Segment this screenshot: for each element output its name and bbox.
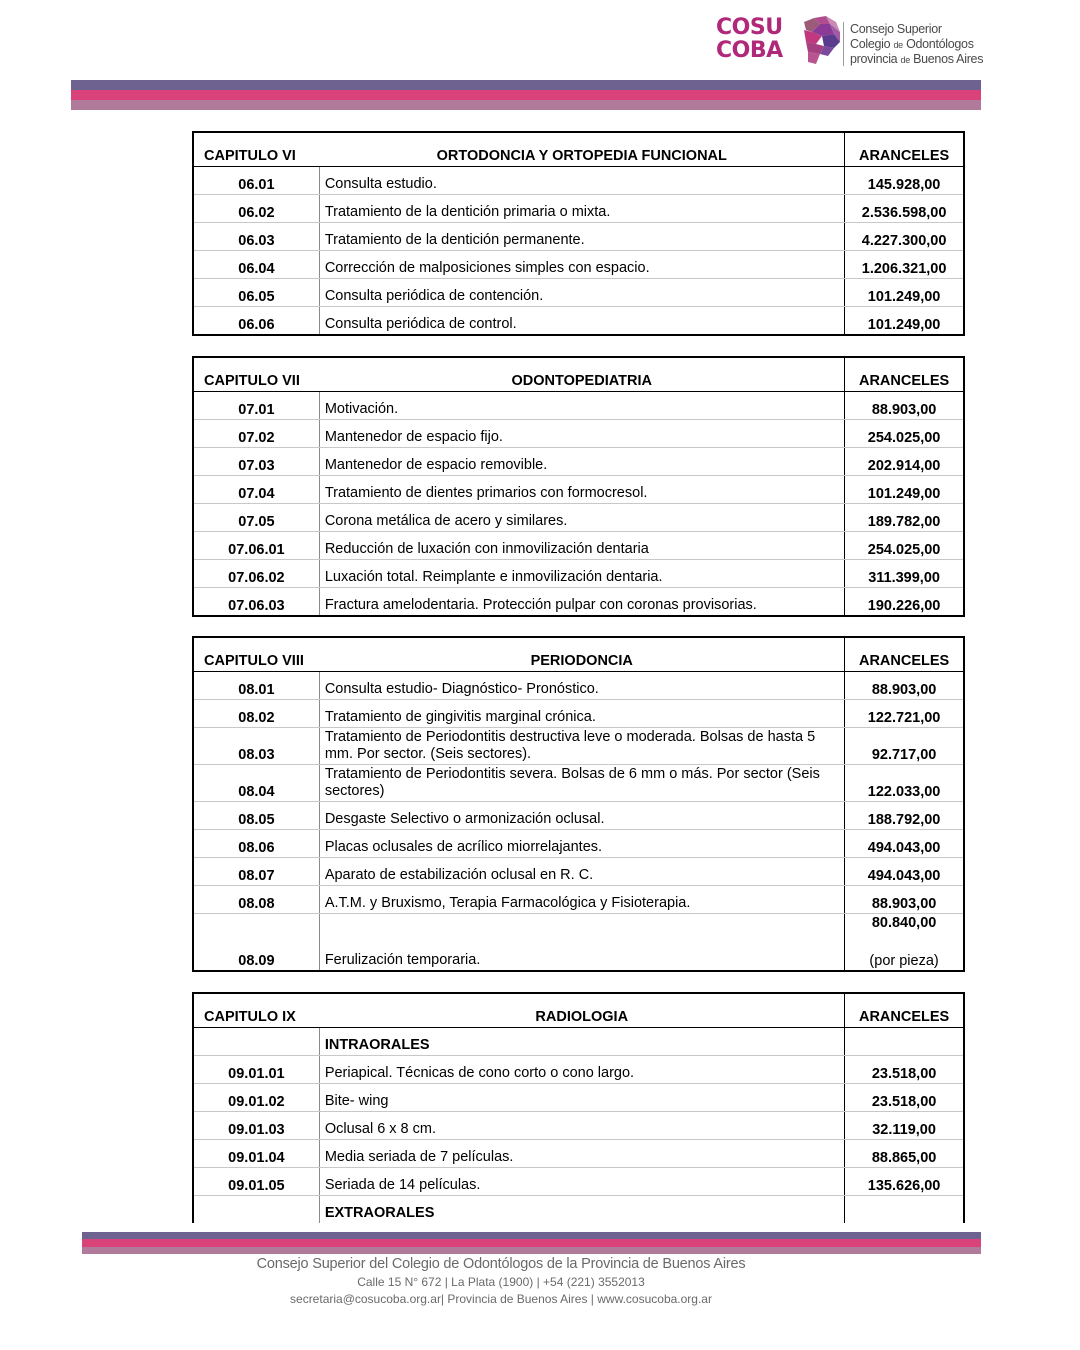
- footer-org-name: Consejo Superior del Colegio de Odontólogos de la Provincia de Buenos Aires: [256, 1256, 746, 1272]
- item-description: Tratamiento de Periodontitis severa. Bolsas de 6 mm o más. Por sector (Seis sectores): [319, 765, 844, 802]
- section-heading: EXTRAORALES: [324, 1205, 435, 1221]
- logo-divider: [843, 22, 844, 66]
- item-code: 09.01.01: [193, 1056, 319, 1084]
- item-price: 88.903,00: [845, 672, 964, 700]
- item-description: Periapical. Técnicas de cono corto o cono largo.: [319, 1056, 844, 1084]
- item-description: Motivación.: [319, 392, 844, 420]
- table-header-row: [193, 637, 964, 672]
- item-code: 09.01.02: [193, 1084, 319, 1112]
- item-description: Tratamiento de la dentición permanente.: [319, 223, 844, 251]
- section-row: [193, 1196, 964, 1224]
- item-price: 101.249,00: [845, 307, 964, 336]
- item-price: 101.249,00: [845, 279, 964, 307]
- item-description: Mantenedor de espacio removible.: [319, 448, 844, 476]
- chapter-viii-table: [192, 636, 965, 972]
- item-price: 4.227.300,00: [845, 223, 964, 251]
- item-code: 08.07: [193, 858, 319, 886]
- item-code: 07.03: [193, 448, 319, 476]
- table-row: [193, 560, 964, 588]
- price-column-header: ARANCELES: [845, 637, 964, 672]
- logo-word-line2: COBA: [716, 38, 783, 63]
- price-column-header: ARANCELES: [845, 357, 964, 392]
- item-price-cell: [845, 914, 964, 972]
- item-price: 145.928,00: [845, 167, 964, 195]
- stripe-pink: [71, 90, 981, 100]
- chapter-title: ODONTOPEDIATRIA: [319, 357, 844, 392]
- price-column-header: ARANCELES: [845, 993, 964, 1028]
- section-heading: INTRAORALES: [319, 1028, 844, 1056]
- footer-contact: secretaria@cosucoba.org.ar| Provincia de Buenos Aires | www.cosucoba.org.ar: [290, 1292, 712, 1306]
- item-price: 88.903,00: [845, 392, 964, 420]
- item-description: Bite- wing: [319, 1084, 844, 1112]
- item-price: 494.043,00: [845, 830, 964, 858]
- footer-address: Calle 15 N° 672 | La Plata (1900) | +54 (221) 3552013: [357, 1275, 645, 1289]
- item-code: 08.02: [193, 700, 319, 728]
- item-code: 06.02: [193, 195, 319, 223]
- item-price: 80.840,00: [871, 915, 937, 931]
- item-description: Aparato de estabilización oclusal en R. C.: [319, 858, 844, 886]
- stripe-purple: [82, 1232, 981, 1239]
- chapter-label: CAPITULO IX: [193, 993, 319, 1028]
- item-price: 189.782,00: [845, 504, 964, 532]
- item-code: 06.01: [193, 167, 319, 195]
- item-price: 311.399,00: [845, 560, 964, 588]
- header-color-stripes: [71, 80, 981, 110]
- chapter-label: CAPITULO VI: [193, 132, 319, 167]
- item-price: 23.518,00: [845, 1084, 964, 1112]
- item-description: Fractura amelodentaria. Protección pulpar con coronas provisorias.: [324, 597, 757, 613]
- item-price: 1.206.321,00: [845, 251, 964, 279]
- item-price: 2.536.598,00: [845, 195, 964, 223]
- table-row: [193, 886, 964, 914]
- logo-wordmark: [716, 16, 783, 62]
- item-price: 190.226,00: [845, 588, 964, 617]
- item-price: 122.721,00: [845, 700, 964, 728]
- table-row: [193, 476, 964, 504]
- table-row: [193, 195, 964, 223]
- table-row: [193, 1168, 964, 1196]
- item-description: Mantenedor de espacio fijo.: [319, 420, 844, 448]
- logo-word-line1: COSU: [716, 15, 783, 40]
- item-description: Tratamiento de dientes primarios con formocresol.: [319, 476, 844, 504]
- chapter-title: PERIODONCIA: [319, 637, 844, 672]
- item-description: Reducción de luxación con inmovilización dentaria: [319, 532, 844, 560]
- table-header-row: [193, 357, 964, 392]
- item-code: [193, 1196, 319, 1224]
- logo-text-line1: Consejo Superior: [850, 22, 942, 36]
- table-row: [193, 588, 964, 617]
- item-code: 06.06: [193, 307, 319, 336]
- item-price-note: (por pieza): [869, 953, 939, 969]
- item-code: [193, 1028, 319, 1056]
- page-footer: [0, 1254, 1002, 1306]
- chapter-title: ORTODONCIA Y ORTOPEDIA FUNCIONAL: [319, 132, 844, 167]
- item-code: 08.04: [193, 765, 319, 802]
- item-code: 09.01.03: [193, 1112, 319, 1140]
- item-description: Consulta periódica de control.: [324, 316, 517, 332]
- item-price: 122.033,00: [845, 765, 964, 802]
- table-row: [193, 830, 964, 858]
- item-code: 08.05: [193, 802, 319, 830]
- chapter-vii-table: [192, 356, 965, 617]
- table-row: [193, 765, 964, 802]
- item-code: 07.06.02: [193, 560, 319, 588]
- item-code: 08.08: [193, 886, 319, 914]
- item-price: 92.717,00: [845, 728, 964, 765]
- item-code: 08.01: [193, 672, 319, 700]
- footer-color-stripes: [82, 1232, 981, 1254]
- chapter-label: CAPITULO VII: [193, 357, 319, 392]
- chapter-label: CAPITULO VIII: [193, 637, 319, 672]
- item-description: Tratamiento de gingivitis marginal crónica.: [319, 700, 844, 728]
- item-code: 07.05: [193, 504, 319, 532]
- chapter-vi-table: [192, 131, 965, 336]
- table-row: [193, 532, 964, 560]
- item-code: 06.05: [193, 279, 319, 307]
- table-row: [193, 307, 964, 336]
- table-header-row: [193, 132, 964, 167]
- item-code: 06.03: [193, 223, 319, 251]
- item-price: 494.043,00: [845, 858, 964, 886]
- table-row: [193, 1140, 964, 1168]
- stripe-purple: [71, 80, 981, 90]
- item-price: 88.903,00: [845, 886, 964, 914]
- item-code: 08.06: [193, 830, 319, 858]
- item-description: Tratamiento de Periodontitis destructiva leve o moderada. Bolsas de hasta 5 mm. Por sector. (Seis sectores).: [319, 728, 844, 765]
- table-row: [193, 167, 964, 195]
- table-row: [193, 858, 964, 886]
- table-row: [193, 1056, 964, 1084]
- table-row: [193, 223, 964, 251]
- item-description: Ferulización temporaria.: [324, 952, 481, 968]
- table-row: [193, 1112, 964, 1140]
- item-price: 23.518,00: [845, 1056, 964, 1084]
- item-description: Consulta estudio.: [319, 167, 844, 195]
- item-description: Consulta periódica de contención.: [319, 279, 844, 307]
- item-description: Desgaste Selectivo o armonización oclusal.: [319, 802, 844, 830]
- table-row: [193, 802, 964, 830]
- item-code: 08.03: [193, 728, 319, 765]
- item-description: Corrección de malposiciones simples con espacio.: [319, 251, 844, 279]
- item-price: 32.119,00: [845, 1112, 964, 1140]
- table-row: [193, 251, 964, 279]
- item-description: Corona metálica de acero y similares.: [319, 504, 844, 532]
- item-price: 254.025,00: [845, 532, 964, 560]
- table-row: [193, 392, 964, 420]
- stripe-mauve: [82, 1247, 981, 1254]
- logo-text-line2: Colegio de Odontólogos: [850, 36, 974, 51]
- logo-org-name: [850, 22, 983, 68]
- item-price: 88.865,00: [845, 1140, 964, 1168]
- item-description: Placas oclusales de acrílico miorrelajantes.: [319, 830, 844, 858]
- item-code: 07.04: [193, 476, 319, 504]
- item-price: 254.025,00: [845, 420, 964, 448]
- price-column-header: ARANCELES: [845, 132, 964, 167]
- cosucoba-logo: [716, 15, 984, 70]
- item-code: 07.06.03: [193, 588, 319, 617]
- item-code: 09.01.05: [193, 1168, 319, 1196]
- stripe-pink: [82, 1239, 981, 1246]
- table-row: [193, 700, 964, 728]
- section-row: [193, 1028, 964, 1056]
- table-row: [193, 914, 964, 972]
- table-row: [193, 672, 964, 700]
- table-row: [193, 279, 964, 307]
- table-row: [193, 448, 964, 476]
- item-description: Consulta estudio- Diagnóstico- Pronóstico.: [319, 672, 844, 700]
- table-row: [193, 728, 964, 765]
- item-description: Seriada de 14 películas.: [319, 1168, 844, 1196]
- item-price: [845, 1196, 964, 1224]
- table-row: [193, 420, 964, 448]
- item-price: 202.914,00: [845, 448, 964, 476]
- table-row: [193, 1084, 964, 1112]
- item-description: Tratamiento de la dentición primaria o mixta.: [319, 195, 844, 223]
- item-code: 07.02: [193, 420, 319, 448]
- item-description: Media seriada de 7 películas.: [319, 1140, 844, 1168]
- item-price: 135.626,00: [845, 1168, 964, 1196]
- item-description: Luxación total. Reimplante e inmovilización dentaria.: [319, 560, 844, 588]
- item-description: Oclusal 6 x 8 cm.: [319, 1112, 844, 1140]
- item-code: 07.06.01: [193, 532, 319, 560]
- item-code: 07.01: [193, 392, 319, 420]
- item-code: 09.01.04: [193, 1140, 319, 1168]
- chapter-ix-table: [192, 992, 965, 1223]
- table-header-row: [193, 993, 964, 1028]
- item-price: [845, 1028, 964, 1056]
- item-code: 06.04: [193, 251, 319, 279]
- stripe-mauve: [71, 100, 981, 110]
- logo-text-line3: provincia de Buenos Aires: [850, 52, 984, 66]
- item-description: A.T.M. y Bruxismo, Terapia Farmacológica y Fisioterapia.: [319, 886, 844, 914]
- chapter-title: RADIOLOGIA: [319, 993, 844, 1028]
- item-code: 08.09: [193, 914, 319, 972]
- item-price: 188.792,00: [845, 802, 964, 830]
- table-row: [193, 504, 964, 532]
- buenos-aires-province-map-icon: [800, 16, 842, 66]
- item-price: 101.249,00: [845, 476, 964, 504]
